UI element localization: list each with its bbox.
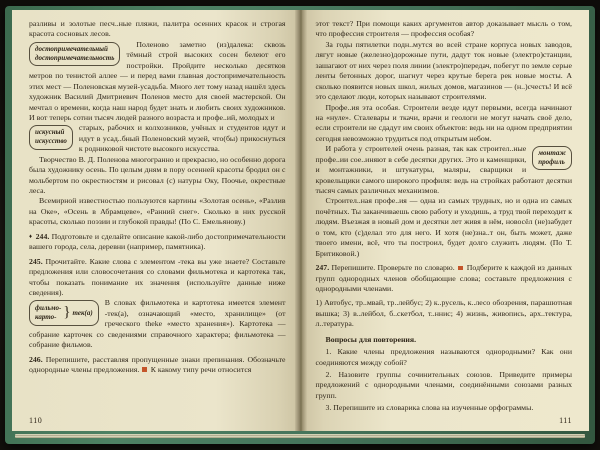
page-block-edges: [15, 434, 585, 438]
paragraph: Всемирной известностью пользуются картины «Золотая осень», «Разлив на Оке», «Осень в Абрамцеве», «Ранний снег». Сколько в них русской красоты, сколько поэзии и глубокой правды! (По С. Емельянову.): [29, 196, 286, 227]
right-page: [307, 10, 590, 431]
vocab-word: искусство: [35, 137, 67, 146]
left-page: [12, 10, 295, 431]
vocab-word: карто-: [35, 313, 57, 322]
vocab-word: тек(а): [72, 308, 93, 317]
exercise-number: 244.: [35, 231, 50, 241]
page-number: 110: [29, 416, 43, 426]
running-text: этот текст? При помощи каких аргументов автор доказывает мысль о том, что профессия строителя — профессия особая?: [315, 19, 572, 39]
review-heading: Вопросы для повторения.: [325, 334, 417, 344]
vocab-box-teka: [29, 300, 99, 326]
vocab-word: профиль: [538, 158, 565, 167]
paragraph: старых, рабочих и колхозников, учёных и студентов идут и идут в усад..бный Поленовский музей, что(бы) прикоснуться к родниковой чистоте высокого искусства.: [78, 123, 286, 154]
vocab-box-montazh-profil: [532, 146, 572, 170]
exercise-number: 247.: [315, 263, 330, 273]
exercise-number: 246.: [29, 354, 43, 364]
exercise-247-list: 1) Автобус, тр..мвай, тр..лейбус; 2) к..русель, к..лесо обозрения, парашютная вышка; 3) в..лейбол, б..скетбол, т..ннис; 4) жизнь, живопись, арх..тектура, л..тература.: [315, 298, 572, 329]
vocab-word: искусный: [35, 128, 65, 137]
exercise-task-text: К какому типу речи относится: [150, 365, 252, 374]
running-text: разливы и золотые песч..ные пляжи, палитра осенних красок и строгая красота сосновых лесов.: [29, 19, 286, 39]
page-number: 111: [559, 416, 572, 426]
exercise-text: Перепишите. Проверьте по словарю.: [331, 263, 455, 273]
task-square-icon: [458, 266, 463, 271]
vocab-word: достопримечательность: [35, 53, 115, 62]
exercise-244: [29, 232, 286, 253]
paragraph: Творчество В. Д. Поленова многогранно и прекрасно, но особенно дорога была художнику осень. По целым дням в пору осенней красоты бродил он с мольбертом по окрестностям и рисовал (с) натуры Оку, Поочье, окрестные леса.: [29, 154, 286, 195]
task-square-icon: [142, 367, 147, 372]
brace-glyph: }: [63, 304, 71, 321]
vocab-word-column: [35, 304, 61, 322]
exercise-text: Прочитайте. Какие слова с элементом -тека вы уже знаете? Составьте предложения или словосочетания со словами фильмотека и картотека так, чтобы показать понимание их значения (используйте данные ниже сведения).: [29, 256, 286, 297]
paragraph: И работа у строителей очень разная, так как строител..ные профе..ии сое..иняют в себе десятки других. Это и каменщики, и монтажники, и штукатуры, маляры, сварщики и кровельщики самого широкого профиля: ведь на стройках работают десятки тысяч самых различных механизмов.: [315, 144, 572, 195]
vocab-box-iskusstvo: [29, 125, 73, 149]
exercise-245: [29, 257, 286, 299]
paragraph: Профе..ия эта особая. Строители везде идут первыми, всегда начинают на «нуле». Сталевары и ткачи, врачи и геологи не могут начать своё дело, если строители не сдадут им своих объектов: ведь ни на одном предприятии сегодня невозможно трудиться под открытым небом.: [315, 102, 572, 143]
vocab-word: достопримечательный: [35, 44, 108, 53]
book-gutter: [295, 10, 307, 431]
review-question: 2. Назовите группы сочинительных союзов. Приведите примеры предложений с однородными членами, соединёнными союзами разных групп.: [315, 370, 572, 400]
exercise-text: Подготовьте и сделайте описание какой-либо достопримечательности вашего города, села, деревни (например, памятника).: [29, 231, 286, 252]
paragraph: В словах фильмотека и картотека имеется элемент -тек(а), означающий «место, хранилище» (от греческого theke «место хранения»). Картотека — собрание карточек со сведениями справочного характера; фильмотека — собрание фильмов.: [29, 298, 286, 350]
book-cover: [5, 6, 595, 444]
vocab-box-dostoprimechatelnost: [29, 42, 120, 66]
diamond-icon: ♦: [29, 233, 33, 240]
exercise-246: [29, 355, 286, 376]
exercise-247: [316, 263, 573, 294]
paragraph: Поленово заметно (из)далека: сквозь тёмный строй высоких сосен белеют его постройки. Пройдите несколько десятков метров по тенистой аллее — и перед вами главная достопримечательность этих мест — Поленовская музей-усадьба. Много лет тому назад нашёл здесь художник Василий Дмитриевич Поленов место для своей мастерской. Он мечтал о времени, когда наш народ будет знать и любить своих художников. И вот теперь сотни тысяч людей разного возраста и профе..ий, молодых и: [29, 39, 286, 122]
vocab-word: монтаж: [538, 149, 566, 158]
exercise-number: 245.: [29, 256, 43, 266]
vocab-word: фильмо-: [35, 304, 62, 313]
review-question: 1. Какие члены предложения называются однородными? Как они соединяются между собой?: [315, 347, 572, 367]
exercise-text: Перепишите, расставляя пропущенные знаки препинания. Обозначьте однородные члены предложения.: [29, 354, 286, 374]
book-pages: [12, 10, 589, 431]
review-question: 3. Перепишите из словарика слова на изученные орфограммы.: [325, 403, 534, 413]
paragraph: Строител..ная профе..ия — одна из самых трудных, но и одна из самых почётных. Ты заканчиваешь свою работу и уходишь, а труд твой переходит к людям. Въезжая в новый дом и десятки лет живя в нём, новосёл (не)забудет о том, кто (с)делал это для него. И хотя (не)зна..т он, быть может, даже твоего имени, всё, что ты построил, будет долго служить людям. (По Т. Бритиковой.): [315, 196, 572, 258]
exercise-task-text: Подберите к каждой из данных групп однородных членов обобщающие слова; составьте предложения с однородными членами.: [315, 263, 573, 293]
paragraph: За годы пятилетки подн..мутся во всей стране корпуса новых заводов, лягут новые (железно)дорожные пути, дадут ток новые (электро)станции, зашагают от них через поля линии (электро)передач, побегут по земле серые ленты бетонных дорог, шагнут через крутые берега рек новые мосты. А сколько появится новых школ, жилых домов, магазинов — (н..)счесть! И всё это сделают люди, которых называют строителями.: [315, 39, 572, 102]
